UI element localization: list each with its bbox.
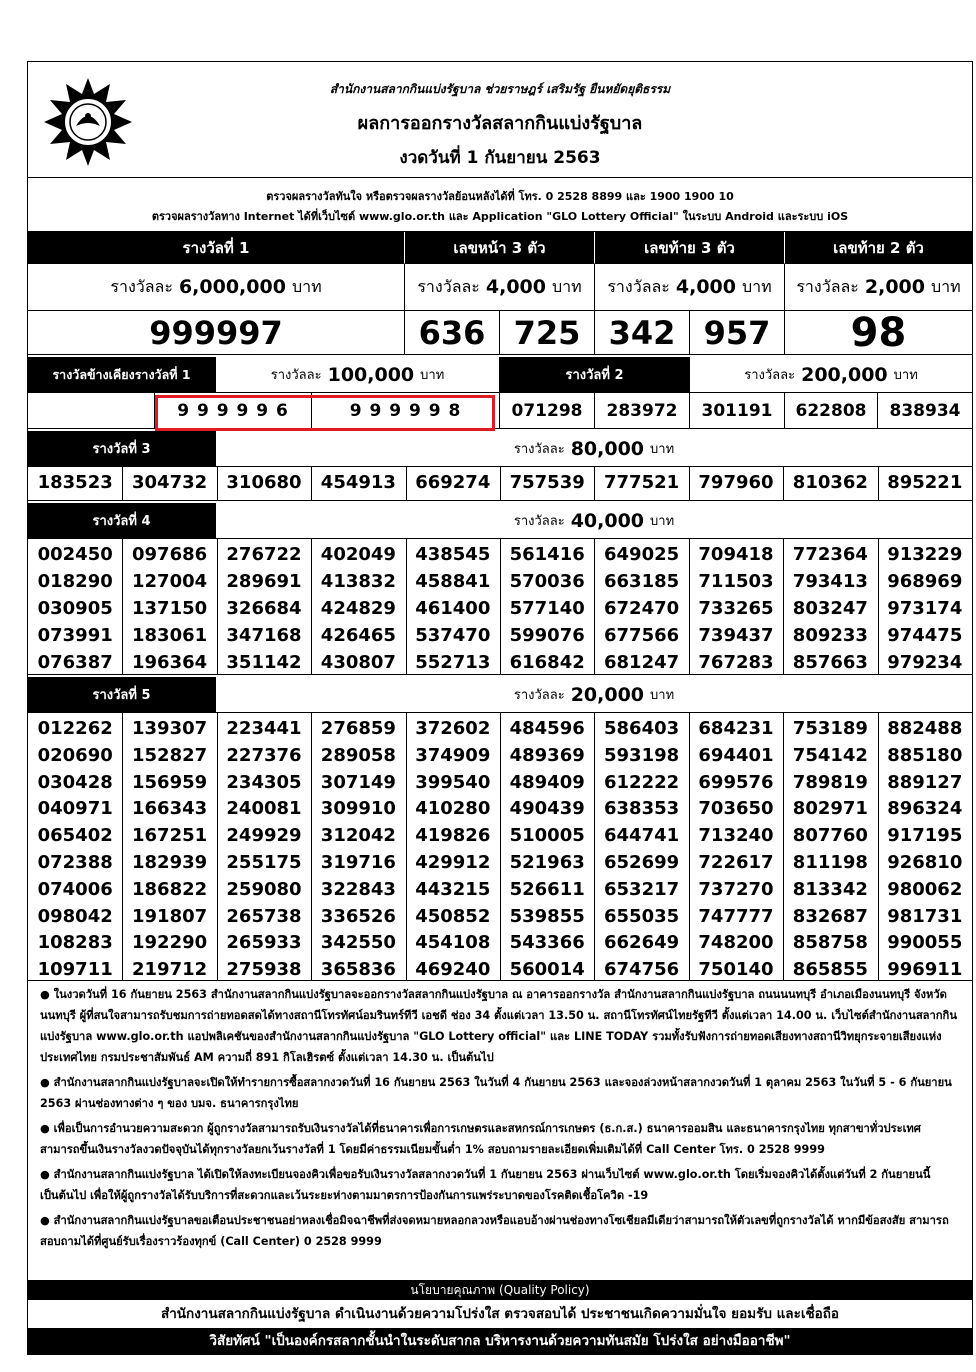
- fifth-prize-number: 469240: [415, 959, 491, 981]
- fourth-prize-number: 561416: [509, 544, 585, 565]
- fourth-prize-number: 196364: [132, 652, 208, 673]
- check-info-internet: ตรวจผลรางวัลทาง Internet ได้ที่เว็บไซต์ www.glo.or.th และ Application "GLO Lottery Official" ในระบบ Android และระบบ iOS: [151, 210, 849, 223]
- fourth-prize-number: 968969: [887, 571, 963, 592]
- fifth-prize-number: 275938: [226, 959, 302, 981]
- column-divider: [311, 539, 312, 674]
- fourth-prize-number: 458841: [415, 571, 491, 592]
- fifth-prize-number: 152827: [132, 744, 208, 766]
- fourth-prize-label: รางวัลที่ 4: [28, 503, 216, 539]
- fifth-prize-number: 652699: [604, 852, 680, 873]
- column-divider: [500, 713, 501, 980]
- fifth-prize-number: 996911: [887, 959, 963, 981]
- fifth-prize-number: 040971: [37, 798, 113, 820]
- fifth-prize-number: 020690: [37, 744, 113, 766]
- fifth-prize-number: 684231: [698, 718, 774, 739]
- fifth-prize-number: 662649: [604, 932, 680, 954]
- fourth-prize-number: 979234: [887, 652, 963, 673]
- second-prize-amount: รางวัลละ 200,000 บาท: [690, 357, 972, 393]
- back3-number-2: 957: [690, 311, 785, 355]
- near-first-spacer: [28, 393, 155, 429]
- column-divider: [217, 539, 218, 674]
- fifth-prize-number: 365836: [320, 959, 396, 981]
- fourth-prize-number: 430807: [320, 652, 396, 673]
- second-prize-number: 622808: [785, 393, 878, 429]
- fifth-prize-number: 259080: [226, 878, 302, 900]
- fourth-prize-number: 413832: [320, 571, 396, 592]
- fifth-prize-number: 981731: [887, 905, 963, 927]
- agency-motto: สำนักงานสลากกินแบ่งรัฐบาล ช่วยราษฎร์ เสริมรัฐ ยืนหยัดยุติธรรม: [329, 82, 671, 96]
- check-info-phone: ตรวจผลรางวัลทันใจ หรือตรวจผลรางวัลย้อนหลังได้ที่ โทร. 0 2528 8899 และ 1900 1900 10: [266, 190, 734, 203]
- fifth-prize-number: 713240: [698, 825, 774, 847]
- fifth-prize-number: 543366: [509, 932, 585, 954]
- fifth-prize-number: 889127: [887, 771, 963, 793]
- column-divider: [122, 539, 123, 674]
- column-divider: [122, 467, 123, 500]
- fifth-prize-number: 265933: [226, 932, 302, 954]
- fifth-prize-number: 490439: [509, 798, 585, 820]
- fourth-prize-number: 018290: [37, 571, 113, 592]
- fourth-prize-number: 681247: [604, 652, 680, 673]
- fifth-prize-grid: [28, 713, 972, 981]
- fifth-prize-number: 593198: [604, 744, 680, 766]
- fifth-prize-number: 454108: [415, 932, 491, 954]
- fourth-prize-number: 073991: [37, 625, 113, 646]
- announcements: [40, 984, 962, 1256]
- third-prize-number: 757539: [509, 472, 585, 493]
- fifth-prize-number: 289058: [320, 744, 396, 766]
- fourth-prize-number: 097686: [132, 544, 208, 565]
- third-prize-number: 310680: [226, 472, 302, 493]
- fifth-prize-number: 429912: [415, 852, 491, 873]
- fourth-prize-number: 438545: [415, 544, 491, 565]
- fifth-prize-number: 065402: [37, 825, 113, 847]
- fifth-prize-number: 166343: [132, 798, 208, 820]
- fifth-prize-number: 276859: [320, 718, 396, 739]
- lottery-result-sheet: [27, 61, 973, 1355]
- column-divider: [500, 539, 501, 674]
- back3-number-1: 342: [595, 311, 690, 355]
- fourth-prize-number: 649025: [604, 544, 680, 565]
- fifth-prize-number: 139307: [132, 718, 208, 739]
- third-prize-number: 304732: [132, 472, 208, 493]
- fifth-prize-number: 560014: [509, 959, 585, 981]
- fifth-prize-number: 265738: [226, 905, 302, 927]
- column-divider: [689, 713, 690, 980]
- fifth-prize-number: 489409: [509, 771, 585, 793]
- fifth-prize-number: 750140: [698, 959, 774, 981]
- column-divider: [689, 467, 690, 500]
- fifth-prize-number: 722617: [698, 852, 774, 873]
- column-divider: [406, 539, 407, 674]
- column-divider: [406, 467, 407, 500]
- fourth-prize-number: 974475: [887, 625, 963, 646]
- fourth-prize-number: 276722: [226, 544, 302, 565]
- column-divider: [689, 539, 690, 674]
- front3-number-2: 725: [500, 311, 595, 355]
- draw-date: งวดวันที่ 1 กันยายน 2563: [399, 148, 601, 168]
- fifth-prize-number: 885180: [887, 744, 963, 766]
- fourth-prize-number: 793413: [792, 571, 868, 592]
- third-prize-number: 810362: [792, 472, 868, 493]
- fifth-prize-number: 223441: [226, 718, 302, 739]
- fourth-prize-number: 402049: [320, 544, 396, 565]
- fourth-prize-number: 733265: [698, 598, 774, 619]
- fourth-prize-number: 076387: [37, 652, 113, 673]
- fifth-prize-number: 980062: [887, 878, 963, 900]
- fifth-prize-number: 526611: [509, 878, 585, 900]
- fifth-prize-number: 098042: [37, 905, 113, 927]
- column-divider: [217, 467, 218, 500]
- column-divider: [122, 713, 123, 980]
- third-prize-number: 895221: [887, 472, 963, 493]
- vision-statement: วิสัยทัศน์ "เป็นองค์กรสลากชั้นนำในระดับสากล บริหารงานด้วยความทันสมัย โปร่งใส อย่างมืออาชีพ": [28, 1328, 972, 1354]
- fifth-prize-number: 307149: [320, 771, 396, 793]
- fifth-prize-number: 789819: [792, 771, 868, 793]
- column-divider: [406, 713, 407, 980]
- fifth-prize-number: 450852: [415, 905, 491, 927]
- fourth-prize-number: 711503: [698, 571, 774, 592]
- fourth-prize-number: 002450: [37, 544, 113, 565]
- announcement-item: ● เพื่อเป็นการอำนวยความสะดวก ผู้ถูกรางวัลสามารถรับเงินรางวัลได้ที่ธนาคารเพื่อการเกษตรและสหกรณ์การเกษตร (ธ.ก.ส.) ธนาคารออมสิน และธนาคารกรุงไทย ทุกสาขาทั่วประเทศ สามารถขึ้นเงินรางวัลงวดปัจจุบันได้ทุกรางวัลยกเว้นรางวัลที่ 1 โดยมีค่าธรรมเนียมขั้นต่ำ 1% สอบถามรายละเอียดเพิ่มเติมได้ที่ Call Center โทร. 0 2528 9999: [40, 1122, 921, 1156]
- fifth-prize-number: 074006: [37, 878, 113, 900]
- fifth-prize-number: 802971: [792, 798, 868, 820]
- fourth-prize-number: 857663: [792, 652, 868, 673]
- fourth-prize-number: 424829: [320, 598, 396, 619]
- fifth-prize-number: 737270: [698, 878, 774, 900]
- fifth-prize-number: 410280: [415, 798, 491, 820]
- back2-amount: รางวัลละ 2,000 บาท: [785, 264, 972, 311]
- fifth-prize-number: 858758: [792, 932, 868, 954]
- fourth-prize-number: 426465: [320, 625, 396, 646]
- fourth-prize-number: 599076: [509, 625, 585, 646]
- fifth-prize-number: 644741: [604, 825, 680, 847]
- front3-amount: รางวัลละ 4,000 บาท: [405, 264, 595, 311]
- third-prize-label: รางวัลที่ 3: [28, 431, 216, 467]
- sheet-header: [28, 62, 972, 178]
- front3-label: เลขหน้า 3 ตัว: [405, 232, 595, 264]
- first-prize-number: 999997: [28, 311, 405, 355]
- fifth-prize-number: 489369: [509, 744, 585, 766]
- fifth-prize-number: 655035: [604, 905, 680, 927]
- third-prize-number: 454913: [320, 472, 396, 493]
- announcement-item: ● สำนักงานสลากกินแบ่งรัฐบาลจะเปิดให้ทำรายการซื้อสลากงวดวันที่ 16 กันยายน 2563 ในวันที่ 4 กันยายน 2563 และจองล่วงหน้าสลากงวดวันที่ 1 ตุลาคม 2563 ในวันที่ 5 - 6 กันยายน 2563 ผ่านช่องทางต่าง ๆ ของ บมจ. ธนาคารกรุงไทย: [40, 1076, 952, 1110]
- second-prize-number: 838934: [878, 393, 972, 429]
- fifth-prize-number: 521963: [509, 852, 585, 873]
- fifth-prize-number: 653217: [604, 878, 680, 900]
- fourth-prize-number: 552713: [415, 652, 491, 673]
- fourth-prize-number: 672470: [604, 598, 680, 619]
- fourth-prize-number: 347168: [226, 625, 302, 646]
- quality-policy-title: นโยบายคุณภาพ (Quality Policy): [28, 1280, 972, 1300]
- fifth-prize-number: 754142: [792, 744, 868, 766]
- fifth-prize-number: 811198: [792, 852, 868, 873]
- fourth-prize-grid: [28, 539, 972, 675]
- fifth-prize-number: 638353: [604, 798, 680, 820]
- fifth-prize-number: 586403: [604, 718, 680, 739]
- fourth-prize-number: 326684: [226, 598, 302, 619]
- fourth-prize-number: 537470: [415, 625, 491, 646]
- fourth-prize-number: 137150: [132, 598, 208, 619]
- fifth-prize-number: 192290: [132, 932, 208, 954]
- near-first-number-2: 9 9 9 9 9 8: [312, 393, 500, 429]
- fourth-prize-number: 767283: [698, 652, 774, 673]
- near-first-number-1: 9 9 9 9 9 6: [155, 393, 312, 429]
- fourth-prize-number: 739437: [698, 625, 774, 646]
- fifth-prize-number: 012262: [37, 718, 113, 739]
- fourth-prize-number: 127004: [132, 571, 208, 592]
- fifth-prize-number: 753189: [792, 718, 868, 739]
- fourth-prize-number: 577140: [509, 598, 585, 619]
- fourth-prize-number: 663185: [604, 571, 680, 592]
- page-title: ผลการออกรางวัลสลากกินแบ่งรัฐบาล: [357, 113, 643, 134]
- fifth-prize-number: 419826: [415, 825, 491, 847]
- fifth-prize-number: 832687: [792, 905, 868, 927]
- fifth-prize-number: 191807: [132, 905, 208, 927]
- fifth-prize-number: 694401: [698, 744, 774, 766]
- fourth-prize-number: 616842: [509, 652, 585, 673]
- fourth-prize-number: 351142: [226, 652, 302, 673]
- fifth-prize-number: 699576: [698, 771, 774, 793]
- fourth-prize-number: 183061: [132, 625, 208, 646]
- second-prize-number: 301191: [690, 393, 785, 429]
- fifth-prize-label: รางวัลที่ 5: [28, 677, 216, 713]
- fifth-prize-number: 072388: [37, 852, 113, 873]
- column-divider: [878, 539, 879, 674]
- back2-number: 98: [785, 311, 972, 355]
- fifth-prize-number: 917195: [887, 825, 963, 847]
- fourth-prize-number: 803247: [792, 598, 868, 619]
- fifth-prize-number: 186822: [132, 878, 208, 900]
- column-divider: [594, 713, 595, 980]
- fifth-prize-number: 108283: [37, 932, 113, 954]
- fifth-prize-number: 309910: [320, 798, 396, 820]
- column-divider: [783, 713, 784, 980]
- announcement-item: ● สำนักงานสลากกินแบ่งรัฐบาลขอเตือนประชาชนอย่าหลงเชื่อมิจฉาชีพที่ส่งจดหมายหลอกลวงหรือแอบอ้างผ่านช่องทางโซเชียลมีเดียว่าสามารถให้ตัวเลขที่ถูกรางวัลได้ หากมีข้อสงสัย สามารถสอบถามได้ที่ศูนย์รับเรื่องราวร้องทุกข์ (Call Center) 0 2528 9999: [40, 1214, 949, 1248]
- column-divider: [594, 467, 595, 500]
- column-divider: [594, 539, 595, 674]
- fifth-prize-number: 703650: [698, 798, 774, 820]
- near-first-label: รางวัลข้างเคียงรางวัลที่ 1: [28, 357, 216, 393]
- fourth-prize-number: 570036: [509, 571, 585, 592]
- third-prize-number: 797960: [698, 472, 774, 493]
- fifth-prize-number: 240081: [226, 798, 302, 820]
- fifth-prize-number: 484596: [509, 718, 585, 739]
- fifth-prize-number: 896324: [887, 798, 963, 820]
- fifth-prize-number: 372602: [415, 718, 491, 739]
- fifth-prize-number: 312042: [320, 825, 396, 847]
- fifth-prize-number: 234305: [226, 771, 302, 793]
- quality-policy-text: สำนักงานสลากกินแบ่งรัฐบาล ดำเนินงานด้วยความโปร่งใส ตรวจสอบได้ ประชาชนเกิดความมั่นใจ ยอมรับ และเชื่อถือ: [160, 1306, 840, 1322]
- third-prize-number: 669274: [415, 472, 491, 493]
- fifth-prize-number: 612222: [604, 771, 680, 793]
- fifth-prize-number: 807760: [792, 825, 868, 847]
- fifth-prize-number: 539855: [509, 905, 585, 927]
- third-prize-grid: [28, 467, 972, 501]
- fifth-prize-number: 227376: [226, 744, 302, 766]
- fourth-prize-number: 709418: [698, 544, 774, 565]
- column-divider: [500, 467, 501, 500]
- fifth-prize-number: 342550: [320, 932, 396, 954]
- back3-label: เลขท้าย 3 ตัว: [595, 232, 785, 264]
- second-prize-label: รางวัลที่ 2: [500, 357, 690, 393]
- column-divider: [878, 467, 879, 500]
- third-prize-amount: รางวัลละ 80,000 บาท: [216, 431, 972, 467]
- column-divider: [311, 467, 312, 500]
- fifth-prize-number: 674756: [604, 959, 680, 981]
- fifth-prize-number: 182939: [132, 852, 208, 873]
- check-info: [28, 178, 972, 232]
- third-prize-number: 777521: [604, 472, 680, 493]
- announcement-item: ● ในงวดวันที่ 16 กันยายน 2563 สำนักงานสลากกินแบ่งรัฐบาลจะออกรางวัลสลากกินแบ่งรัฐบาล ณ อาคารออกรางวัล สำนักงานสลากกินแบ่งรัฐบาล ถนนนนทบุรี อำเภอเมืองนนทบุรี จังหวัดนนทบุรี ผู้ที่สนใจสามารถรับชมการถ่ายทอดสดได้ทางสถานีโทรทัศน์อมรินทร์ทีวี เอชดี ช่อง 34 ตั้งแต่เวลา 13.50 น. สถานีโทรทัศน์ไทยรัฐทีวี ตั้งแต่เวลา 14.00 น. เว็บไซต์สำนักงานสลากกินแบ่งรัฐบาล www.glo.or.th แอปพลิเคชันของสำนักงานสลากกินแบ่งรัฐบาล "GLO Lottery official" และ LINE TODAY รวมทั้งรับฟังการถ่ายทอดเสียงทางสถานีวิทยุกระจายเสียงแห่งประเทศไทย กรมประชาสัมพันธ์ AM ความถี่ 891 กิโลเฮิรตซ์ ตั้งแต่เวลา 14.30 น. เป็นต้นไป: [40, 988, 957, 1064]
- fifth-prize-number: 249929: [226, 825, 302, 847]
- highlight-box: [155, 395, 495, 431]
- fourth-prize-number: 030905: [37, 598, 113, 619]
- fifth-prize-number: 865855: [792, 959, 868, 981]
- fifth-prize-number: 399540: [415, 771, 491, 793]
- fifth-prize-number: 443215: [415, 878, 491, 900]
- first-prize-label: รางวัลที่ 1: [28, 232, 405, 264]
- fifth-prize-number: 374909: [415, 744, 491, 766]
- fifth-prize-number: 319716: [320, 852, 396, 873]
- column-divider: [217, 713, 218, 980]
- fourth-prize-number: 772364: [792, 544, 868, 565]
- second-prize-number: 283972: [595, 393, 690, 429]
- fifth-prize-number: 109711: [37, 959, 113, 981]
- fifth-prize-number: 748200: [698, 932, 774, 954]
- near-first-amount: รางวัลละ 100,000 บาท: [216, 357, 500, 393]
- fourth-prize-number: 809233: [792, 625, 868, 646]
- back2-label: เลขท้าย 2 ตัว: [785, 232, 972, 264]
- column-divider: [783, 539, 784, 674]
- fourth-prize-number: 677566: [604, 625, 680, 646]
- fourth-prize-number: 289691: [226, 571, 302, 592]
- fifth-prize-number: 510005: [509, 825, 585, 847]
- fifth-prize-amount: รางวัลละ 20,000 บาท: [216, 677, 972, 713]
- third-prize-number: 183523: [37, 472, 113, 493]
- back3-amount: รางวัลละ 4,000 บาท: [595, 264, 785, 311]
- fifth-prize-number: 030428: [37, 771, 113, 793]
- second-prize-number: 071298: [500, 393, 595, 429]
- front3-number-1: 636: [405, 311, 500, 355]
- fifth-prize-number: 926810: [887, 852, 963, 873]
- column-divider: [311, 713, 312, 980]
- announcement-item: ● สำนักงานสลากกินแบ่งรัฐบาล ได้เปิดให้ลงทะเบียนจองคิวเพื่อขอรับเงินรางวัลสลากงวดวันที่ 1 กันยายน 2563 ผ่านเว็บไซต์ www.glo.or.th โดยเริ่มจองคิวได้ตั้งแต่วันที่ 2 กันยายนนี้ เป็นต้นไป เพื่อให้ผู้ถูกรางวัลได้รับบริการที่สะดวกและเว้นระยะห่างตามมาตรการป้องกันการแพร่ระบาดของโรคติดเชื้อโควิด -19: [40, 1168, 931, 1202]
- fourth-prize-number: 913229: [887, 544, 963, 565]
- fifth-prize-number: 322843: [320, 878, 396, 900]
- fifth-prize-number: 882488: [887, 718, 963, 739]
- fifth-prize-number: 255175: [226, 852, 302, 873]
- fourth-prize-amount: รางวัลละ 40,000 บาท: [216, 503, 972, 539]
- fifth-prize-number: 336526: [320, 905, 396, 927]
- fourth-prize-number: 973174: [887, 598, 963, 619]
- fifth-prize-number: 747777: [698, 905, 774, 927]
- fifth-prize-number: 167251: [132, 825, 208, 847]
- first-prize-amount: รางวัลละ 6,000,000 บาท: [28, 264, 405, 311]
- fifth-prize-number: 219712: [132, 959, 208, 981]
- fourth-prize-number: 461400: [415, 598, 491, 619]
- fifth-prize-number: 156959: [132, 771, 208, 793]
- fifth-prize-number: 813342: [792, 878, 868, 900]
- fifth-prize-number: 990055: [887, 932, 963, 954]
- column-divider: [783, 467, 784, 500]
- column-divider: [878, 713, 879, 980]
